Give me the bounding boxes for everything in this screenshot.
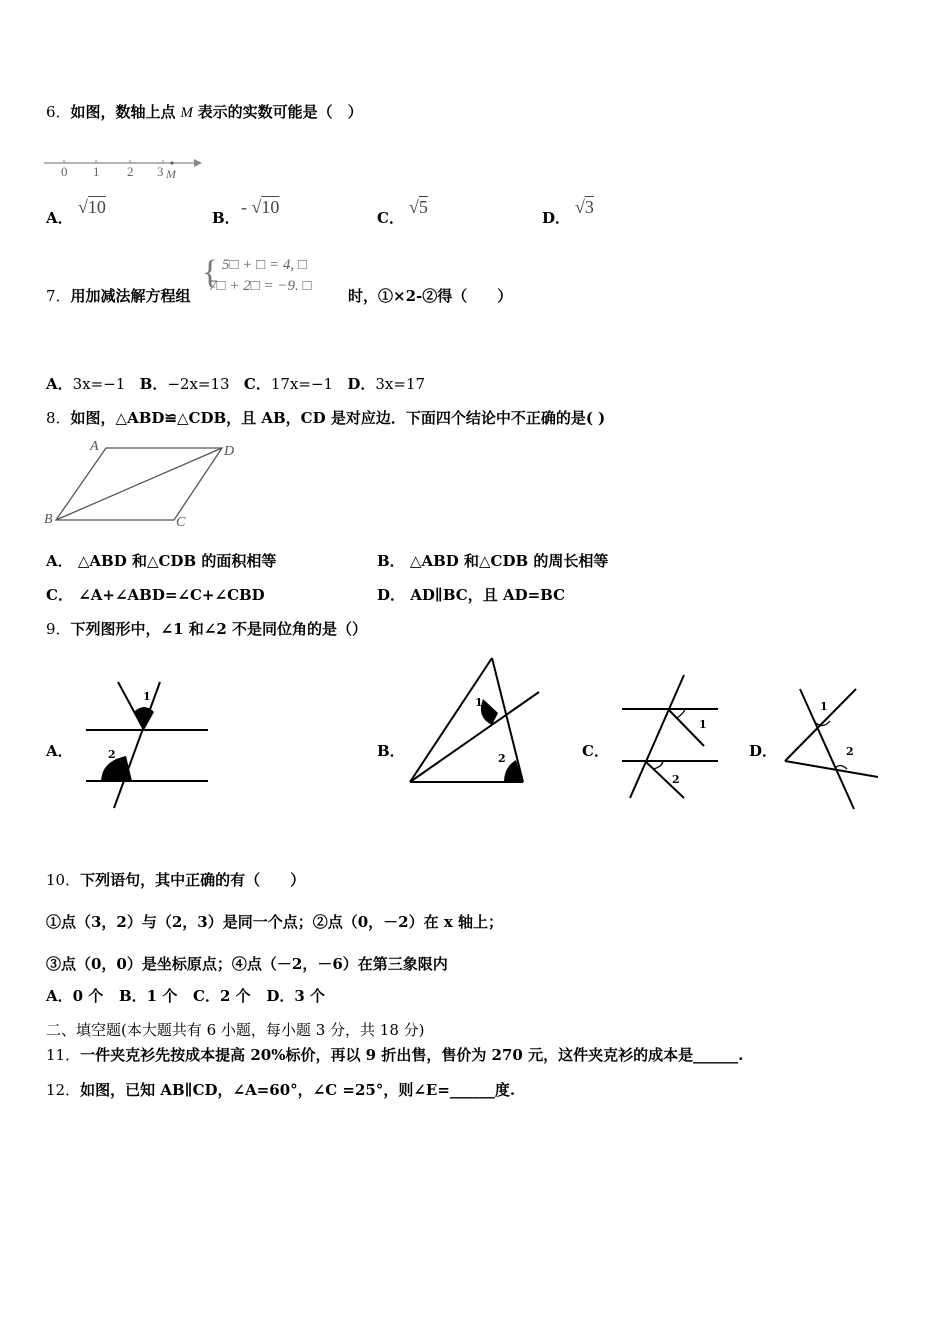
q8-number: 8． [46, 409, 71, 427]
point-label: M [166, 167, 176, 181]
q7-options: A．3x=−1 B．−2x=13 C．17x=−1 D．3x=17 [46, 375, 426, 393]
vertex-a-label: A [90, 439, 99, 454]
q12-number: 12． [46, 1081, 81, 1099]
q7-option-d[interactable]: D． [347, 375, 376, 393]
q11-stem [46, 1046, 743, 1064]
q8-text: 如图，△ABD≌△CDB，且 AB，CD 是对应边．下面四个结论中不正确的是( ) [70, 409, 606, 427]
q7-number: 7． [46, 287, 71, 305]
vertex-b-label: B [44, 512, 53, 527]
q6-stem [46, 103, 363, 122]
q9-figure-c [622, 672, 722, 802]
q6-option-c[interactable]: C． [377, 209, 404, 227]
q8-parallelogram-figure [44, 440, 244, 530]
svg-text:1: 1 [820, 700, 828, 713]
point-m [170, 161, 173, 164]
tick-label: 1 [93, 164, 100, 179]
q10-text: 下列语句，其中正确的有（ ） [80, 871, 306, 889]
q9-option-b[interactable]: B． [377, 742, 405, 760]
q6-option-d-value: √3 [575, 197, 594, 217]
tick-label: 2 [127, 164, 134, 179]
q6-number-line [44, 152, 204, 182]
q10-option-c[interactable]: C．2 个 [193, 987, 251, 1005]
svg-text:1: 1 [475, 696, 483, 709]
q8-option-d[interactable]: D． AD∥BC，且 AD=BC [377, 586, 566, 604]
q11-number: 11． [46, 1046, 81, 1064]
q10-number: 10． [46, 871, 81, 889]
q7-option-c[interactable]: C． [243, 375, 271, 393]
q11-text: 一件夹克衫先按成本提高 20%标价，再以 9 折出售，售价为 270 元，这件夹克衫的成本是______. [80, 1046, 744, 1064]
svg-text:2: 2 [672, 773, 680, 786]
axis-arrow [194, 159, 202, 167]
q10-stem [46, 871, 305, 889]
q8-option-b[interactable]: B． △ABD 和△CDB 的周长相等 [377, 552, 609, 570]
q10-option-d[interactable]: D．3 个 [266, 987, 325, 1005]
q7-text2: 时，①×2-②得（ ） [348, 287, 513, 305]
q6-option-b-value: - √10 [241, 197, 280, 217]
q7-brace: { [202, 254, 219, 291]
svg-text:2: 2 [846, 745, 854, 758]
q8-option-a[interactable]: A． △ABD 和△CDB 的面积相等 [46, 552, 277, 570]
tick-label: 3 [157, 164, 164, 179]
q6-option-a[interactable]: A． [46, 209, 73, 227]
q7-option-a[interactable]: A． [46, 375, 73, 393]
section-2-title: 二、填空题(本大题共有 6 小题，每小题 3 分，共 18 分) [46, 1021, 425, 1039]
q12-text: 如图，已知 AB∥CD，∠A=60°，∠C =25°，则∠E=______度. [80, 1081, 516, 1099]
q6-var: M [180, 105, 193, 121]
q7-text: 用加减法解方程组 [70, 287, 191, 305]
svg-text:2: 2 [108, 748, 116, 761]
q7-stem [46, 287, 191, 305]
q10-statement-line-2: ③点（0，0）是坐标原点；④点（－2，－6）在第三象限内 [46, 955, 448, 973]
q6-text: 如图，数轴上点 [70, 103, 176, 121]
q6-text2: 表示的实数可能是（ ） [197, 103, 363, 121]
q10-options [46, 987, 325, 1005]
q9-figure-b [406, 655, 546, 785]
q10-option-a[interactable]: A．0 个 [46, 987, 104, 1005]
q6-option-b[interactable]: B． [212, 209, 240, 227]
q9-option-c[interactable]: C． [582, 742, 609, 760]
q12-stem [46, 1081, 515, 1099]
q9-number: 9． [46, 620, 71, 638]
q7-equation-2: 7□ + 2□ = −9. □ [209, 278, 312, 294]
q9-text: 下列图形中，∠1 和∠2 不是同位角的是（） [70, 620, 368, 638]
vertex-c-label: C [176, 515, 186, 530]
q7-option-b[interactable]: B． [139, 375, 168, 393]
q7-equation-1: 5□ + □ = 4, □ [222, 257, 307, 273]
q9-stem [46, 620, 367, 638]
q9-option-a[interactable]: A． [46, 742, 73, 760]
q8-option-c[interactable]: C． ∠A+∠ABD=∠C+∠CBD [46, 586, 265, 604]
svg-text:2: 2 [498, 752, 506, 765]
q9-figure-a [84, 678, 214, 808]
q6-option-a-value: √10 [78, 197, 106, 217]
tick-label: 0 [61, 164, 68, 179]
vertex-d-label: D [224, 444, 235, 459]
q6-option-c-value: √5 [409, 197, 428, 217]
q10-statement-line-1: ①点（3，2）与（2，3）是同一个点；②点（0，－2）在 x 轴上； [46, 913, 504, 931]
q10-option-b[interactable]: B．1 个 [118, 987, 178, 1005]
q6-option-d[interactable]: D． [542, 209, 571, 227]
q9-option-d[interactable]: D． [749, 742, 778, 760]
q6-number: 6． [46, 103, 71, 121]
q9-figure-d [782, 683, 882, 813]
svg-text:1: 1 [143, 690, 151, 703]
q8-stem [46, 409, 605, 427]
svg-text:1: 1 [699, 718, 707, 731]
